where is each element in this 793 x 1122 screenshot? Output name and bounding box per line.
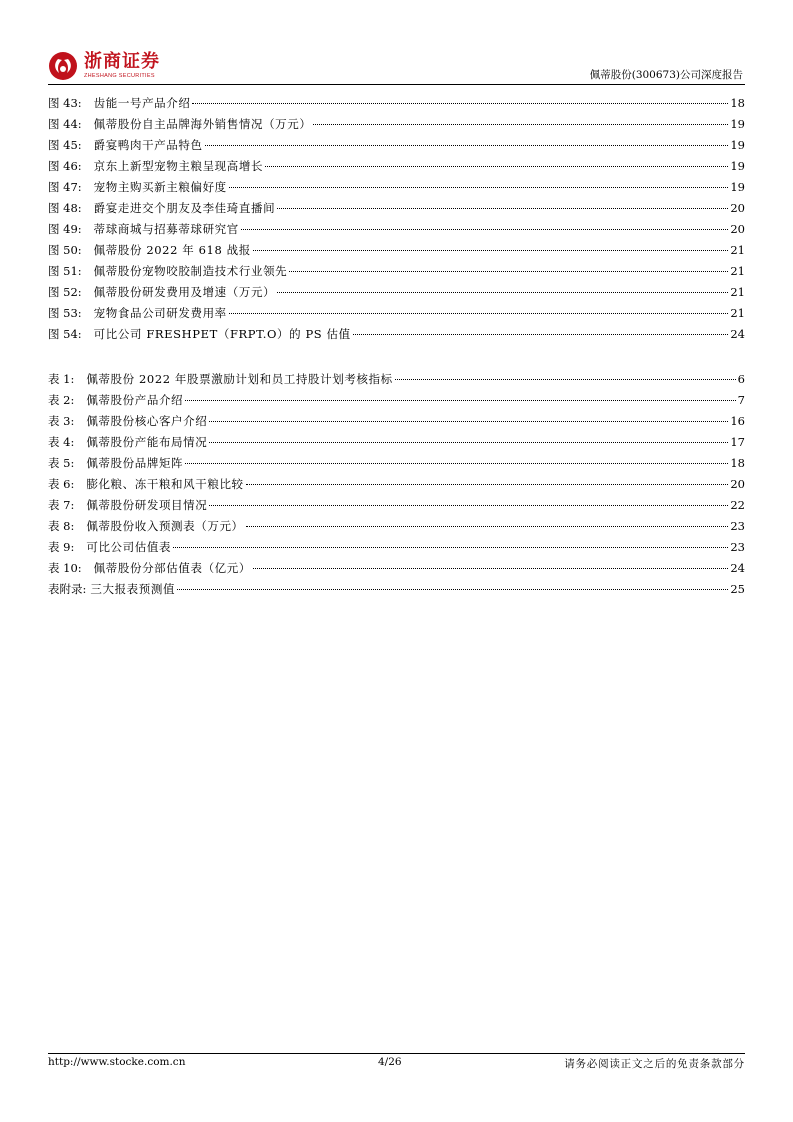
footer-divider — [48, 1053, 745, 1054]
entry-label: 图 52: — [48, 285, 82, 299]
table-entry[interactable] — [48, 455, 745, 476]
entry-page: 22 — [730, 498, 745, 512]
entry-page: 20 — [730, 201, 745, 215]
dot-leader — [205, 145, 729, 146]
entry-page: 23 — [730, 540, 745, 554]
entry-page: 19 — [730, 180, 745, 194]
entry-title: 爵宴鸭肉干产品特色 — [93, 138, 203, 152]
entry-label: 表 7: — [48, 498, 75, 512]
logo-chinese-name: 浙商证券 — [84, 50, 160, 72]
dot-leader — [353, 334, 729, 335]
table-entry[interactable] — [48, 413, 745, 434]
report-title: 佩蒂股份(300673)公司深度报告 — [589, 69, 743, 81]
dot-leader — [253, 250, 729, 251]
entry-title: 齿能一号产品介绍 — [93, 96, 191, 110]
dot-leader — [246, 526, 729, 527]
entry-label: 图 51: — [48, 264, 82, 278]
entry-title: 佩蒂股份 2022 年 618 战报 — [93, 243, 251, 257]
page-footer — [48, 1056, 745, 1070]
entry-page: 24 — [730, 561, 745, 575]
dot-leader — [241, 229, 728, 230]
zheshang-logo-icon — [48, 51, 78, 81]
entry-title: 佩蒂股份产品介绍 — [86, 393, 184, 407]
dot-leader — [265, 166, 728, 167]
dot-leader — [277, 208, 728, 209]
entry-title: 佩蒂股份自主品牌海外销售情况（万元） — [93, 117, 312, 131]
table-entry[interactable] — [48, 539, 745, 560]
figure-entry[interactable] — [48, 158, 745, 179]
dot-leader — [395, 379, 736, 380]
dot-leader — [229, 187, 729, 188]
table-entry[interactable] — [48, 497, 745, 518]
figure-entry[interactable] — [48, 326, 745, 347]
table-entry[interactable] — [48, 581, 745, 602]
figure-entry[interactable] — [48, 137, 745, 158]
dot-leader — [185, 463, 728, 464]
entry-title: 爵宴走进交个朋友及李佳琦直播间 — [93, 201, 276, 215]
table-entry[interactable] — [48, 371, 745, 392]
dot-leader — [173, 547, 728, 548]
disclaimer-note: 请务必阅读正文之后的免责条款部分 — [564, 1058, 745, 1070]
page-header — [48, 50, 745, 82]
entry-label: 图 45: — [48, 138, 82, 152]
entry-title: 三大报表预测值 — [90, 582, 176, 596]
entry-label: 图 53: — [48, 306, 82, 320]
entry-label: 图 50: — [48, 243, 82, 257]
entry-page: 19 — [730, 159, 745, 173]
figure-entry[interactable] — [48, 242, 745, 263]
entry-label: 图 44: — [48, 117, 82, 131]
entry-title: 佩蒂股份产能布局情况 — [86, 435, 208, 449]
entry-title: 佩蒂股份研发项目情况 — [86, 498, 208, 512]
entry-label: 图 54: — [48, 327, 82, 341]
entry-label: 图 49: — [48, 222, 82, 236]
entry-title: 佩蒂股份宠物咬胶制造技术行业领先 — [93, 264, 288, 278]
table-index-list — [48, 371, 745, 602]
entry-title: 佩蒂股份研发费用及增速（万元） — [93, 285, 276, 299]
entry-label: 表 9: — [48, 540, 75, 554]
dot-leader — [313, 124, 728, 125]
entry-page: 24 — [730, 327, 745, 341]
header-divider — [48, 84, 745, 85]
figure-entry[interactable] — [48, 200, 745, 221]
entry-title: 膨化粮、冻干粮和风干粮比较 — [86, 477, 244, 491]
figure-entry[interactable] — [48, 116, 745, 137]
entry-title: 可比公司 FRESHPET（FRPT.O）的 PS 估值 — [93, 327, 351, 341]
dot-leader — [177, 589, 728, 590]
dot-leader — [192, 103, 728, 104]
entry-title: 佩蒂股份品牌矩阵 — [86, 456, 184, 470]
entry-page: 23 — [730, 519, 745, 533]
entry-title: 佩蒂股份分部估值表（亿元） — [93, 561, 251, 575]
entry-label: 图 47: — [48, 180, 82, 194]
dot-leader — [229, 313, 729, 314]
entry-label: 图 46: — [48, 159, 82, 173]
dot-leader — [289, 271, 728, 272]
dot-leader — [209, 442, 728, 443]
entry-label: 表 6: — [48, 477, 75, 491]
entry-label: 图 48: — [48, 201, 82, 215]
entry-title: 佩蒂股份核心客户介绍 — [86, 414, 208, 428]
entry-page: 20 — [730, 222, 745, 236]
page-number: 4/26 — [378, 1056, 402, 1068]
entry-title: 宠物食品公司研发费用率 — [93, 306, 227, 320]
entry-label: 表 1: — [48, 372, 75, 386]
dot-leader — [209, 505, 728, 506]
entry-page: 6 — [737, 372, 745, 386]
entry-page: 18 — [730, 456, 745, 470]
entry-label: 表附录: — [48, 582, 87, 596]
entry-page: 19 — [730, 117, 745, 131]
entry-label: 表 3: — [48, 414, 75, 428]
figure-entry[interactable] — [48, 263, 745, 284]
entry-page: 17 — [730, 435, 745, 449]
table-entry[interactable] — [48, 518, 745, 539]
footer-url-link[interactable]: http://www.stocke.com.cn — [48, 1056, 186, 1068]
table-entry[interactable] — [48, 560, 745, 581]
entry-label: 表 10: — [48, 561, 82, 575]
entry-page: 19 — [730, 138, 745, 152]
figure-entry[interactable] — [48, 179, 745, 200]
entry-label: 表 5: — [48, 456, 75, 470]
dot-leader — [253, 568, 728, 569]
table-entry[interactable] — [48, 392, 745, 413]
entry-label: 图 43: — [48, 96, 82, 110]
figure-entry[interactable] — [48, 221, 745, 242]
dot-leader — [209, 421, 728, 422]
entry-title: 可比公司估值表 — [86, 540, 172, 554]
figure-entry[interactable] — [48, 284, 745, 305]
figure-entry[interactable] — [48, 305, 745, 326]
entry-page: 21 — [730, 243, 745, 257]
entry-page: 21 — [730, 306, 745, 320]
entry-page: 25 — [730, 582, 745, 596]
table-entry[interactable] — [48, 434, 745, 455]
entry-page: 18 — [730, 96, 745, 110]
figure-entry[interactable] — [48, 95, 745, 116]
entry-page: 20 — [730, 477, 745, 491]
figure-index-list — [48, 95, 745, 347]
entry-title: 佩蒂股份 2022 年股票激励计划和员工持股计划考核指标 — [86, 372, 393, 386]
dot-leader — [185, 400, 736, 401]
entry-title: 蒂球商城与招募蒂球研究官 — [93, 222, 239, 236]
entry-label: 表 8: — [48, 519, 75, 533]
entry-title: 佩蒂股份收入预测表（万元） — [86, 519, 244, 533]
entry-label: 表 2: — [48, 393, 75, 407]
table-entry[interactable] — [48, 476, 745, 497]
dot-leader — [277, 292, 728, 293]
entry-page: 16 — [730, 414, 745, 428]
entry-page: 7 — [737, 393, 745, 407]
company-logo — [48, 50, 160, 82]
entry-page: 21 — [730, 264, 745, 278]
entry-title: 宠物主购买新主粮偏好度 — [93, 180, 227, 194]
logo-english-name: ZHESHANG SECURITIES — [84, 72, 155, 79]
entry-title: 京东上新型宠物主粮呈现高增长 — [93, 159, 264, 173]
entry-label: 表 4: — [48, 435, 75, 449]
dot-leader — [246, 484, 729, 485]
entry-page: 21 — [730, 285, 745, 299]
